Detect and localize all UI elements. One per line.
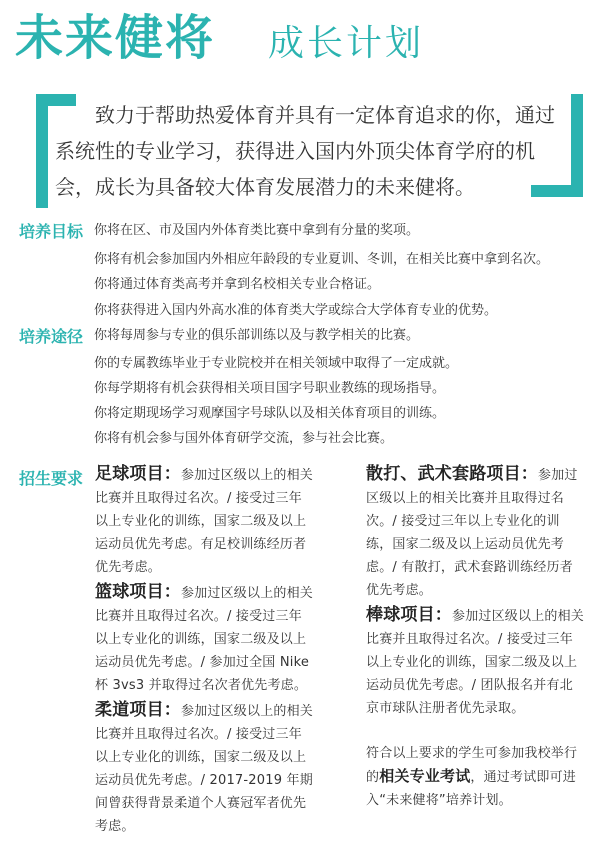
sport-name: 棒球项目： — [366, 605, 452, 625]
path-item: 你将每周参与专业的俱乐部训练以及与教学相关的比赛。 — [94, 328, 420, 343]
goal-item: 你将在区、市及国内外体育类比赛中拿到有分量的奖项。 — [94, 223, 420, 238]
intro-paragraph — [55, 97, 573, 205]
intro-text: 致力于帮助热爱体育并具有一定体育追求的你，通过系统性的专业学习，获得进入国内外顶尖体育学府的机会，成长为具备较大体育发展潜力的未来健将。 — [55, 103, 555, 199]
goal-item: 你将获得进入国内外高水准的体育类大学或综合大学体育专业的优势。 — [94, 303, 498, 318]
admission-closing — [366, 742, 584, 812]
admission-right-column — [366, 463, 584, 814]
sport-name: 柔道项目： — [95, 700, 181, 720]
closing-exam-name: 相关专业考试 — [379, 767, 471, 785]
closing-text: 符合以上要求的学生可参加我校举行的 — [366, 746, 578, 785]
section-label-admission: 招生要求 — [19, 469, 84, 488]
sport-baseball — [366, 604, 584, 720]
sport-desc: 参加过区级以上的相关比赛并且取得过名次。/ 接受过三年以上专业化的训练，国家二级及以上运动员优先考虑。/ 团队报名并有北京市球队注册者优先录取。 — [366, 609, 585, 716]
sport-desc: 参加过区级以上的相关比赛并且取得过名次。/ 接受过三年以上专业化的训练，国家二级及以上运动员优先考虑。/ 有散打，武术套路训练经历者优先考虑。 — [366, 468, 578, 598]
page-title: 未来健将 — [15, 10, 216, 66]
sport-sanda-wushu — [366, 463, 584, 602]
sport-name: 足球项目： — [95, 464, 181, 484]
sport-name: 散打、武术套路项目： — [366, 464, 538, 484]
path-item: 你将定期现场学习观摩国字号球队以及相关体育项目的训练。 — [94, 406, 446, 421]
section-label-goals: 培养目标 — [19, 222, 84, 241]
sport-judo — [95, 699, 315, 838]
page-subtitle: 成长计划 — [268, 23, 425, 64]
sport-basketball — [95, 581, 315, 697]
sport-desc: 参加过区级以上的相关比赛并且取得过名次。/ 接受过三年以上专业化的训练，国家二级及以上运动员优先考虑。有足校训练经历者优先考虑。 — [95, 468, 314, 575]
bracket-left-decoration — [36, 94, 48, 208]
sport-football — [95, 463, 315, 579]
goal-item: 你将有机会参加国内外相应年龄段的专业夏训、冬训，在相关比赛中拿到名次。 — [94, 252, 550, 267]
goal-item: 你将通过体育类高考并拿到名校相关专业合格证。 — [94, 277, 381, 292]
sport-desc: 参加过区级以上的相关比赛并且取得过名次。/ 接受过三年以上专业化的训练，国家二级及以上运动员优先考虑。/ 参加过全国 Nike 杯 3vs3 并取得过名次者优先考虑。 — [95, 586, 314, 693]
sport-name: 篮球项目： — [95, 582, 181, 602]
path-item: 你将有机会参与国外体育研学交流，参与社会比赛。 — [94, 431, 394, 446]
path-item: 你的专属教练毕业于专业院校并在相关领域中取得了一定成就。 — [94, 356, 459, 371]
section-label-paths: 培养途径 — [19, 327, 84, 346]
closing-text-end: ，通过考试即可进入“未来健将”培养计划。 — [366, 770, 577, 808]
admission-left-column — [95, 463, 315, 840]
sport-desc: 参加过区级以上的相关比赛并且取得过名次。/ 接受过三年以上专业化的训练，国家二级及以上运动员优先考虑。/ 2017-2019 年期间曾获得背景柔道个人赛冠军者优先考虑。 — [95, 704, 314, 834]
path-item: 你每学期将有机会获得相关项目国字号职业教练的现场指导。 — [94, 381, 446, 396]
